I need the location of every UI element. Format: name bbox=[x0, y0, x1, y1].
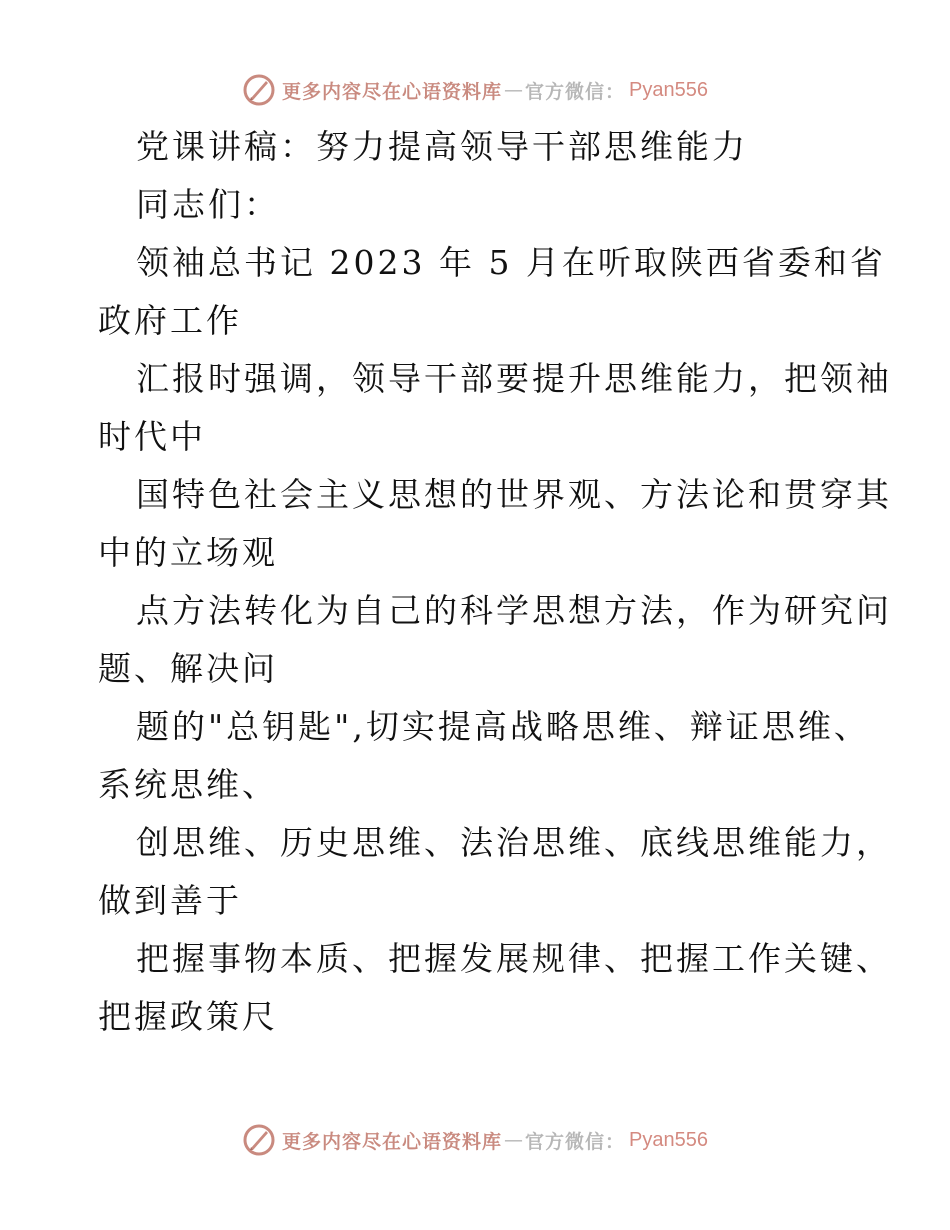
watermark-label: 官方微信： bbox=[525, 80, 626, 103]
text-line: 中的立场观 bbox=[98, 533, 278, 572]
text-line: 时代中 bbox=[98, 417, 206, 456]
quill-logo-icon bbox=[242, 73, 276, 107]
watermark-text: 更多内容尽在心语资料库 bbox=[282, 1130, 503, 1153]
text-line: 做到善于 bbox=[98, 881, 242, 920]
header-watermark bbox=[0, 70, 950, 110]
watermark-id: Pyan556 bbox=[629, 78, 708, 101]
text-line: 题的"总钥匙",切实提高战略思维、辩证思维、 bbox=[136, 707, 870, 746]
text-line: 把握政策尺 bbox=[98, 997, 278, 1036]
watermark-label: 官方微信： bbox=[525, 1130, 626, 1153]
text-line: 政府工作 bbox=[98, 301, 242, 340]
text-line: 创思维、历史思维、法治思维、底线思维能力， bbox=[136, 823, 892, 862]
text-line: 领袖总书记 2023 年 5 月在听取陕西省委和省 bbox=[136, 243, 886, 282]
watermark-dash: — bbox=[504, 79, 524, 101]
salutation: 同志们： bbox=[136, 185, 280, 224]
text-line: 国特色社会主义思想的世界观、方法论和贯穿其 bbox=[136, 475, 892, 514]
text-line: 点方法转化为自己的科学思想方法，作为研究问 bbox=[136, 591, 892, 630]
watermark-text: 更多内容尽在心语资料库 bbox=[282, 80, 503, 103]
doc-title: 党课讲稿：努力提高领导干部思维能力 bbox=[136, 127, 748, 166]
text-line: 汇报时强调，领导干部要提升思维能力，把领袖 bbox=[136, 359, 892, 398]
text-line: 系统思维、 bbox=[98, 765, 278, 804]
document-body bbox=[98, 118, 892, 1046]
watermark-dash: — bbox=[504, 1129, 524, 1151]
quill-logo-icon bbox=[242, 1123, 276, 1157]
text-line: 把握事物本质、把握发展规律、把握工作关键、 bbox=[136, 939, 892, 978]
watermark-id: Pyan556 bbox=[629, 1128, 708, 1151]
footer-watermark bbox=[0, 1120, 950, 1160]
text-line: 题、解决问 bbox=[98, 649, 278, 688]
